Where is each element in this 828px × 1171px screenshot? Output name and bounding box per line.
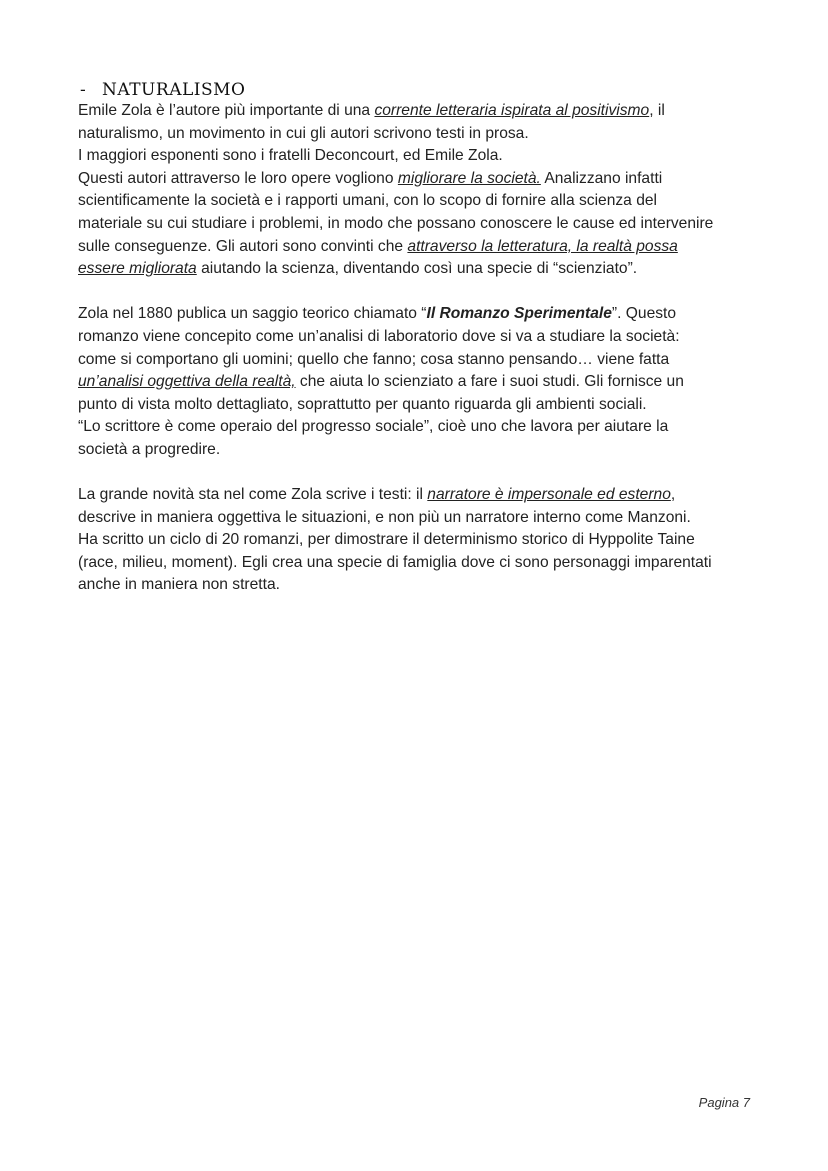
- paragraph-3: [78, 484, 758, 597]
- emphasis-underlined: attraverso la letteratura, la realtà possa: [407, 237, 678, 255]
- text-run: descrive in maniera oggettiva le situazioni, e non più un narratore interno come Manzoni.: [78, 508, 691, 526]
- text-run: scientificamente la società e i rapporti umani, con lo scopo di fornire alla scienza del: [78, 192, 658, 210]
- text-run: Zola nel 1880 publica un saggio teorico chiamato “: [78, 305, 427, 323]
- paragraph-1: [78, 100, 758, 281]
- text-run: come si comportano gli uomini; quello che fanno; cosa stanno pensando… viene fatta: [78, 350, 670, 368]
- text-run: ”. Questo: [611, 305, 677, 323]
- text-run: I maggiori esponenti sono i fratelli Deconcourt, ed Emile Zola.: [78, 147, 503, 165]
- paragraph-gap: [78, 462, 758, 485]
- text-run: anche in maniera non stretta.: [78, 576, 280, 594]
- heading-title: NATURALISMO: [102, 80, 246, 100]
- emphasis-underlined: essere migliorata: [78, 260, 197, 278]
- text-run: punto di vista molto dettagliato, soprattutto per quanto riguarda gli ambienti sociali.: [78, 395, 647, 413]
- text-run: romanzo viene concepito come un’analisi di laboratorio dove si va a studiare la società:: [78, 327, 680, 345]
- text-run: che aiuta lo scienziato a fare i suoi studi. Gli fornisce un: [295, 373, 684, 391]
- text-run: naturalismo, un movimento in cui gli autori scrivono testi in prosa.: [78, 124, 529, 142]
- text-run: (race, milieu, moment). Egli crea una specie di famiglia dove ci sono personaggi imparentati: [78, 553, 712, 571]
- text-run: Questi autori attraverso le loro opere vogliono: [78, 169, 398, 187]
- emphasis-underlined: un’analisi oggettiva della realtà,: [78, 373, 296, 391]
- text-run: Analizzano infatti: [540, 169, 663, 187]
- section-heading: [80, 80, 245, 100]
- text-run: La grande novità sta nel come Zola scrive i testi: il: [78, 486, 428, 504]
- text-run: ,: [670, 486, 676, 504]
- emphasis-underlined: corrente letteraria ispirata al positivismo: [374, 102, 650, 119]
- text-run: Emile Zola è l’autore più importante di una: [78, 102, 375, 119]
- text-run: materiale su cui studiare i problemi, in modo che possano conoscere le cause ed intervenire: [78, 214, 714, 232]
- text-run: , il: [649, 102, 665, 119]
- book-title: Il Romanzo Sperimentale: [426, 305, 612, 323]
- text-run: sulle conseguenze. Gli autori sono convinti che: [78, 237, 408, 255]
- emphasis-underlined: narratore è impersonale ed esterno: [427, 486, 671, 504]
- page-number: Pagina 7: [698, 1095, 750, 1110]
- text-run: Ha scritto un ciclo di 20 romanzi, per dimostrare il determinismo storico di Hyppolite Taine: [78, 531, 695, 549]
- text-run: società a progredire.: [78, 440, 221, 458]
- quote-text: “Lo scrittore è come operaio del progresso sociale”, cioè uno che lavora per aiutare la: [78, 418, 669, 436]
- paragraph-2: [78, 303, 758, 461]
- text-run: aiutando la scienza, diventando così una specie di “scienziato”.: [196, 260, 638, 278]
- document-body: [78, 100, 758, 597]
- paragraph-gap: [78, 281, 758, 304]
- heading-dash: -: [80, 80, 87, 100]
- emphasis-underlined: migliorare la società.: [397, 169, 541, 187]
